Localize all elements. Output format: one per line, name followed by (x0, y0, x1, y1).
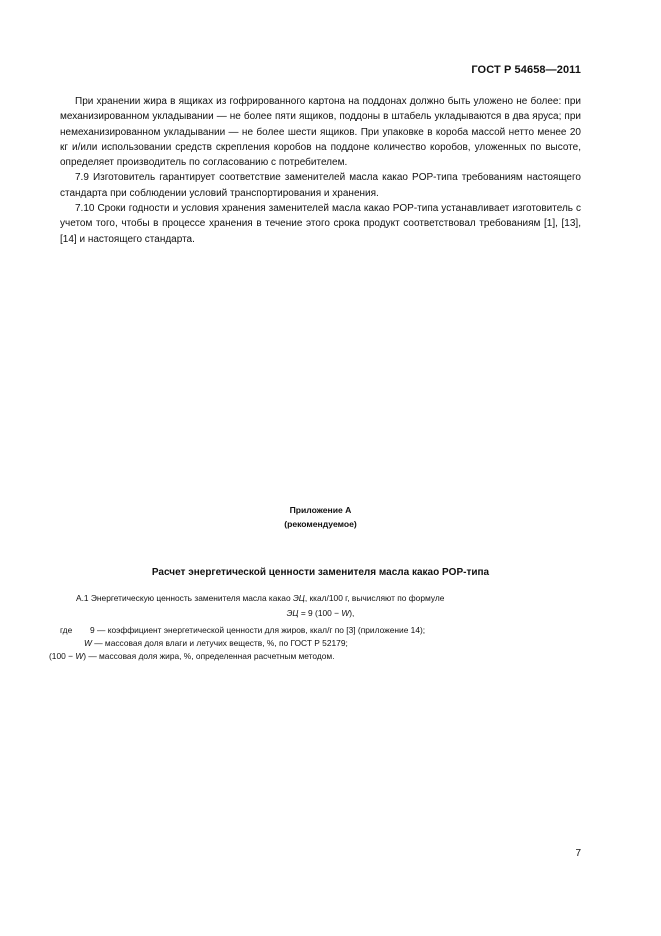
energy-formula: ЭЦ = 9 (100 − W), (286, 608, 355, 618)
document-code: ГОСТ Р 54658—2011 (471, 64, 581, 76)
paragraph-7-10: 7.10 Сроки годности и условия хранения заменителей масла какао POP-типа устанавливает изготовитель с учетом того, чтобы в процессе хранения в течение этого срока продукт соответствовал требованиям [1], [13], [14] и настоящего стандарта. (60, 203, 581, 245)
definition-moisture: W — массовая доля влаги и летучих веществ, %, по ГОСТ Р 52179; (84, 638, 348, 648)
body-text (60, 94, 581, 247)
where-word: где (60, 625, 73, 635)
page-number: 7 (575, 848, 581, 859)
definition-fat: (100 − W) — массовая доля жира, %, определенная расчетным методом. (49, 651, 335, 661)
paragraph-storage: При хранении жира в ящиках из гофрированного картона на поддонах должно быть уложено не более: при механизированном укладывании — не более пяти ящиков, поддоны в штабель укладываются в два яруса; при немеханизированном укладывании — не более шести ящиков. При упаковке в короба массой нетто менее 20 кг и/или использовании средств скрепления коробов на поддоне количество коробов, уложенных по высоте, определяет производитель по согласованию с потребителем. (60, 96, 581, 169)
appendix-kind: (рекомендуемое) (284, 519, 357, 529)
definition-coefficient: 9 — коэффициент энергетической ценности для жиров, ккал/г по [3] (приложение 14); (90, 625, 426, 635)
paragraph-7-9: 7.9 Изготовитель гарантирует соответствие заменителей масла какао POP-типа требованиям настоящего стандарта при соблюдении условий транспортирования и хранения. (60, 172, 581, 199)
appendix-clause-a1: А.1 Энергетическую ценность заменителя масла какао ЭЦ, ккал/100 г, вычисляют по формуле (76, 593, 445, 603)
appendix-label: Приложение А (289, 505, 352, 515)
appendix-title: Расчет энергетической ценности заменителя масла какао POP-типа (151, 567, 490, 578)
